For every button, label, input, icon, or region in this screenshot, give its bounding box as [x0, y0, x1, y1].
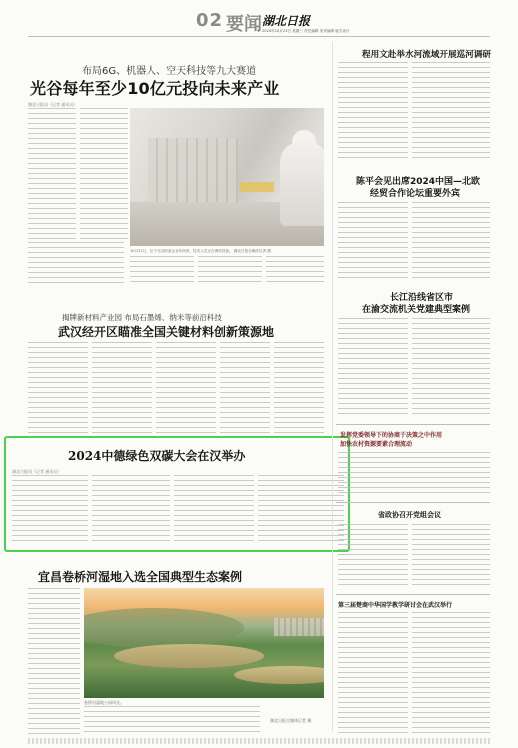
right-story-6-body-b: [412, 612, 490, 734]
right-story-3-body-b: [412, 318, 490, 418]
column-divider: [332, 42, 333, 732]
right-story-6-body-a: [338, 612, 408, 734]
second-body-col-4: [220, 342, 270, 434]
featured-body-col-2: [92, 475, 170, 545]
featured-body-col-1: [12, 475, 88, 545]
right-story-4-body: [338, 452, 490, 496]
lead-photo-caption: 10月22日，位于光谷的某企业车间里，技术人员正在调试设备。 湖北日报全媒体记者 摄: [130, 249, 271, 253]
right-story-4-headline-1: 发挥党委领导下的协商于决策之中作用: [340, 432, 443, 439]
second-body-col-5: [274, 342, 324, 434]
right-story-2-headline-1: 陈平会见出席2024中国—北欧: [356, 177, 481, 187]
right-story-5-body-a: [338, 524, 408, 588]
lead-body-col-2: [80, 108, 128, 240]
right-story-3-body-a: [338, 318, 408, 418]
masthead: [0, 8, 518, 34]
second-body-col-3: [156, 342, 216, 434]
lead-byline: 湖北日报讯（记者 通讯员）: [28, 102, 78, 107]
right-story-3-headline-1: 长江沿线省区市: [390, 293, 454, 303]
featured-headline: 2024中德绿色双碳大会在汉举办: [68, 449, 246, 463]
right-story-4-headline-2: 加快农村资源要素合理流动: [340, 441, 413, 448]
wetland-photo-credit: 湖北日报全媒体记者 摄: [270, 718, 312, 723]
dateline: 2024年10月23日 星期三 责任编辑 美术编辑 版式设计: [262, 29, 350, 33]
wetland-body-col-2: [84, 706, 260, 736]
lead-kicker: 布局6G、机器人、空天科技等九大赛道: [82, 66, 257, 77]
second-kicker: 揭牌新材料产业园 布局石墨烯、纳米等前沿科技: [62, 313, 222, 322]
lead-body-lower-1: [28, 242, 124, 286]
right-story-1-body-a: [338, 62, 408, 162]
lead-body-lower-3: [198, 256, 262, 286]
second-headline: 武汉经开区瞄准全国关键材料创新策源地: [58, 325, 275, 339]
lead-body-lower-2: [130, 256, 194, 286]
lead-body-col-1: [28, 108, 76, 240]
second-body-col-2: [92, 342, 152, 434]
wetland-body-col-1: [28, 588, 80, 736]
page-number: 02: [196, 10, 224, 31]
lead-headline: 光谷每年至少10亿元投向未来产业: [30, 79, 280, 98]
masthead-rule: [28, 36, 490, 37]
wetland-photo: [84, 588, 324, 698]
featured-body-col-3: [174, 475, 254, 545]
right-story-5-headline: 省政协召开党组会议: [378, 511, 441, 519]
right-story-3-headline-2: 在渝交流机关党建典型案例: [362, 305, 471, 315]
right-story-1-headline: 程用文赴举水河流域开展巡河调研: [362, 50, 491, 60]
right-divider-2: [336, 502, 490, 503]
right-story-6-headline: 第三届楚商中华国学教学研讨会在武汉举行: [338, 602, 453, 609]
lead-body-lower-4: [266, 256, 324, 286]
wetland-headline: 宜昌卷桥河湿地入选全国典型生态案例: [38, 570, 243, 584]
lead-photo: [130, 108, 324, 246]
right-story-2-headline-2: 经贸合作论坛重要外宾: [370, 189, 461, 199]
newspaper-logo: 湖北日报: [262, 14, 311, 28]
second-body-col-1: [28, 342, 88, 434]
right-story-5-body-b: [412, 524, 490, 588]
right-story-1-body-b: [412, 62, 490, 162]
featured-byline: 湖北日报讯（记者 通讯员）: [12, 469, 62, 474]
page-footer: [28, 738, 490, 744]
right-story-2-body-b: [412, 202, 490, 280]
right-divider-3: [336, 594, 490, 595]
right-story-2-body-a: [338, 202, 408, 280]
section-name: 要闻: [226, 14, 262, 35]
wetland-photo-caption: 卷桥河湿地公园风光。: [84, 700, 124, 705]
right-divider-1: [336, 424, 490, 425]
